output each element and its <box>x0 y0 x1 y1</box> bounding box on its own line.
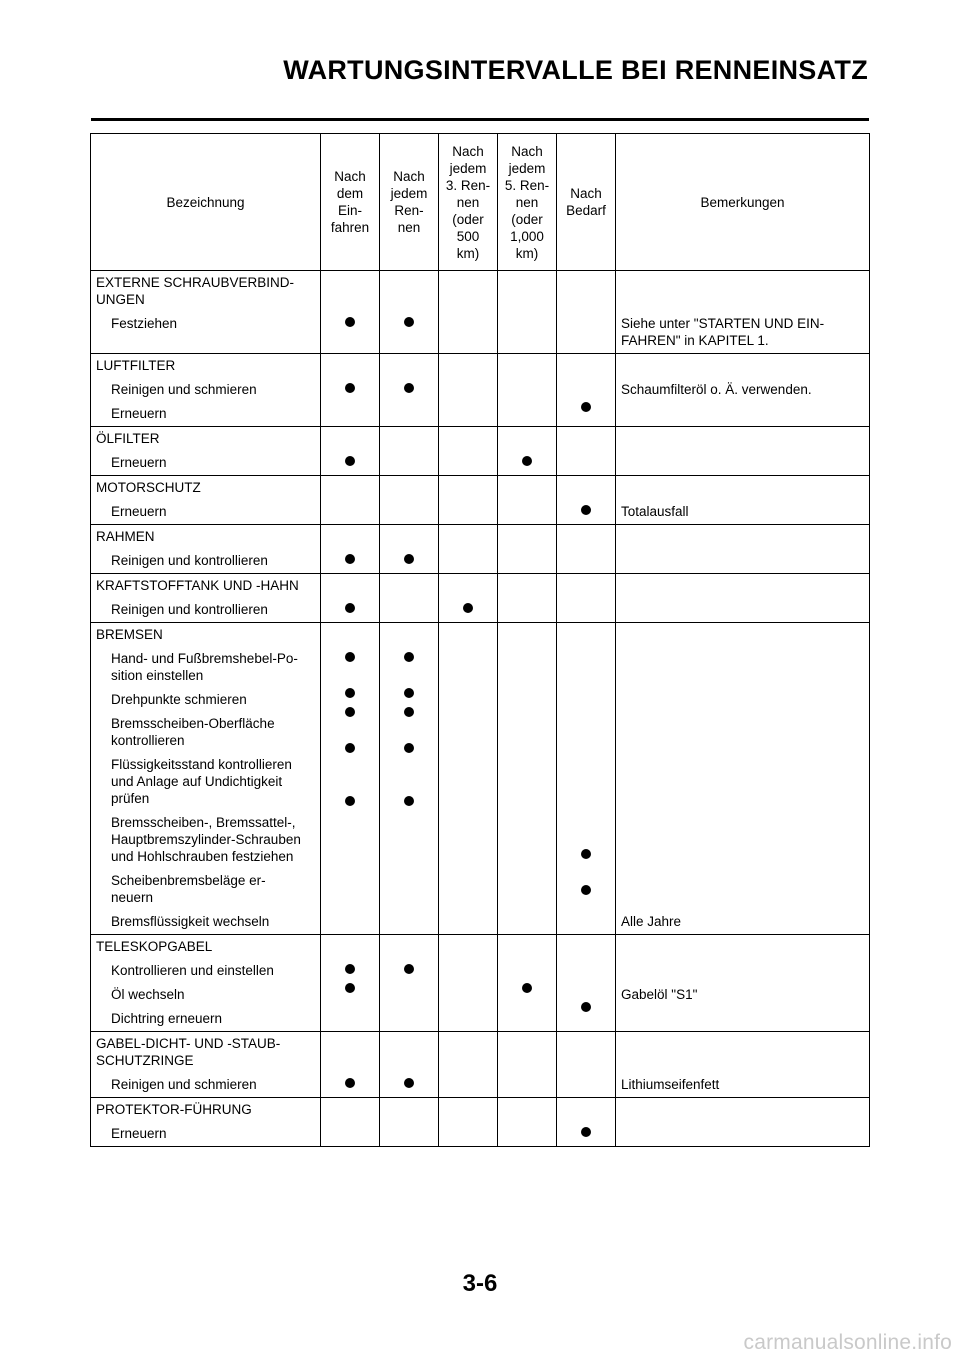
interval-cell <box>498 623 557 935</box>
section-row <box>91 354 870 427</box>
header-every-5-races <box>498 134 557 271</box>
interval-dot-icon <box>345 1078 355 1088</box>
interval-cell <box>380 623 439 935</box>
section-title: TELESKOPGABEL <box>96 939 213 954</box>
page-title: WARTUNGSINTERVALLE BEI RENNEINSATZ <box>283 55 868 85</box>
header-after-break-in <box>321 134 380 271</box>
interval-dot-icon <box>345 554 355 564</box>
item-label <box>91 712 320 753</box>
header-text-line: Nach <box>393 169 425 184</box>
interval-cell <box>321 623 380 935</box>
interval-cell <box>498 1032 557 1098</box>
section-title: GABEL-DICHT- UND -STAUB- <box>96 1036 281 1051</box>
item-label-line: Öl wechseln <box>111 987 185 1002</box>
item-label <box>91 1073 320 1097</box>
item-label <box>91 1122 320 1146</box>
interval-cell <box>380 271 439 354</box>
item-label-line: Kontrollieren und einstellen <box>111 963 274 978</box>
item-label-line: Reinigen und kontrollieren <box>111 553 268 568</box>
interval-cell <box>380 574 439 623</box>
header-text-line: nen <box>456 194 480 210</box>
header-text-line: Nach <box>452 143 484 159</box>
interval-cell <box>321 427 380 476</box>
header-text-line: (oder <box>452 211 484 227</box>
interval-dot-icon <box>345 796 355 806</box>
interval-dot-icon <box>345 383 355 393</box>
interval-dot-icon <box>345 603 355 613</box>
interval-cell <box>498 574 557 623</box>
interval-cell <box>321 525 380 574</box>
item-cell <box>91 935 321 1032</box>
title-divider <box>91 118 869 121</box>
interval-dot-icon <box>345 964 355 974</box>
interval-dot-icon <box>345 743 355 753</box>
interval-dot-icon <box>404 652 414 662</box>
item-label-line: Hauptbremszylinder-Schrauben <box>111 832 301 847</box>
interval-dot-icon <box>345 317 355 327</box>
item-label <box>91 811 320 869</box>
header-text-line: Nach <box>511 143 543 159</box>
item-label <box>91 312 320 353</box>
section-title: ÖLFILTER <box>96 431 160 446</box>
interval-cell <box>498 354 557 427</box>
item-label <box>91 910 320 934</box>
page-number: 3-6 <box>462 1270 498 1297</box>
section-title: EXTERNE SCHRAUBVERBIND- <box>96 275 295 290</box>
header-text-line: nen <box>397 220 421 235</box>
header-text-line: km) <box>456 245 480 261</box>
item-cell <box>91 427 321 476</box>
item-label-line: Drehpunkte schmieren <box>111 692 247 707</box>
remarks-cell <box>616 271 870 354</box>
item-label <box>91 983 320 1007</box>
header-designation <box>91 134 321 271</box>
remarks-cell <box>616 574 870 623</box>
item-label-line: und Anlage auf Undichtigkeit <box>111 774 283 789</box>
header-text-line: Ren- <box>394 203 424 218</box>
header-text-line: nen <box>515 194 539 210</box>
interval-dot-icon <box>404 688 414 698</box>
section-row <box>91 1032 870 1098</box>
item-label-line: Bremsflüssigkeit wechseln <box>111 914 270 929</box>
interval-cell <box>439 935 498 1032</box>
interval-dot-icon <box>345 456 355 466</box>
interval-dot-icon <box>345 707 355 717</box>
interval-dot-icon <box>345 688 355 698</box>
section-title: PROTEKTOR-FÜHRUNG <box>96 1102 252 1117</box>
item-label-line: Scheibenbremsbeläge er- <box>111 873 266 888</box>
section-title: LUFTFILTER <box>96 358 176 373</box>
interval-cell <box>498 935 557 1032</box>
section-title: KRAFTSTOFFTANK UND -HAHN <box>96 578 299 593</box>
item-label <box>91 869 320 910</box>
item-label <box>91 549 320 573</box>
header-text-line: Bemerkungen <box>700 194 785 210</box>
interval-cell <box>380 427 439 476</box>
interval-cell <box>380 1098 439 1147</box>
item-label-line: Bremsscheiben-, Bremssattel-, <box>111 815 296 830</box>
interval-cell <box>439 476 498 525</box>
section-row <box>91 935 870 1032</box>
item-cell <box>91 1098 321 1147</box>
section-title: BREMSEN <box>96 627 163 642</box>
remarks-cell <box>616 525 870 574</box>
item-cell <box>91 525 321 574</box>
item-label-line: Dichtring erneuern <box>111 1011 223 1026</box>
item-label-line: Flüssigkeitsstand kontrollieren <box>111 757 292 772</box>
item-label-line: und Hohlschrauben festziehen <box>111 849 294 864</box>
header-text-line: km) <box>515 245 539 261</box>
item-label-line: Reinigen und schmieren <box>111 382 257 397</box>
interval-cell <box>321 935 380 1032</box>
interval-cell <box>380 935 439 1032</box>
remark-text: Lithiumseifenfett <box>621 1077 720 1092</box>
header-remarks <box>616 134 870 271</box>
table-header-row <box>91 134 870 271</box>
interval-dot-icon <box>522 456 532 466</box>
remarks-cell <box>616 1098 870 1147</box>
item-label <box>91 451 320 475</box>
interval-dot-icon <box>404 554 414 564</box>
section-title: RAHMEN <box>96 529 155 544</box>
remark-text: Schaumfilteröl o. Ä. verwenden. <box>621 382 812 397</box>
section-title: MOTORSCHUTZ <box>96 480 201 495</box>
item-label-line: Erneuern <box>111 504 167 519</box>
interval-dot-icon <box>404 707 414 717</box>
section-row <box>91 623 870 935</box>
interval-cell <box>557 574 616 623</box>
interval-cell <box>380 354 439 427</box>
section-title: SCHUTZRINGE <box>96 1053 194 1068</box>
remarks-cell <box>616 354 870 427</box>
item-cell <box>91 476 321 525</box>
interval-dot-icon <box>404 1078 414 1088</box>
interval-cell <box>498 271 557 354</box>
interval-cell <box>498 427 557 476</box>
item-cell <box>91 271 321 354</box>
header-text-line: Nach <box>334 169 366 184</box>
interval-cell <box>498 525 557 574</box>
interval-cell <box>557 935 616 1032</box>
interval-cell <box>321 476 380 525</box>
interval-cell <box>380 1032 439 1098</box>
interval-dot-icon <box>404 383 414 393</box>
item-label <box>91 753 320 811</box>
item-label <box>91 378 320 402</box>
item-label <box>91 959 320 983</box>
interval-dot-icon <box>404 796 414 806</box>
interval-cell <box>557 623 616 935</box>
interval-cell <box>557 427 616 476</box>
header-text-line: Bedarf <box>566 203 606 218</box>
remarks-cell <box>616 623 870 935</box>
interval-cell <box>439 271 498 354</box>
interval-cell <box>321 574 380 623</box>
remark-text: Totalausfall <box>621 504 689 519</box>
interval-dot-icon <box>581 1002 591 1012</box>
item-label-line: Erneuern <box>111 455 167 470</box>
interval-cell <box>439 1032 498 1098</box>
interval-cell <box>439 525 498 574</box>
interval-cell <box>439 1098 498 1147</box>
interval-dot-icon <box>581 402 591 412</box>
remark-text: Siehe unter "STARTEN UND EIN- <box>621 316 825 331</box>
header-text-line: dem <box>336 186 364 201</box>
item-label <box>91 500 320 524</box>
interval-cell <box>557 525 616 574</box>
header-text-line: fahren <box>330 220 370 235</box>
header-as-required <box>557 134 616 271</box>
item-label-line: neuern <box>111 890 154 905</box>
interval-dot-icon <box>463 603 473 613</box>
header-text-line: jedem <box>449 160 487 176</box>
remarks-cell <box>616 935 870 1032</box>
header-text-line: Bezeichnung <box>166 194 245 210</box>
header-text-line: jedem <box>390 186 428 201</box>
section-row <box>91 574 870 623</box>
section-row <box>91 1098 870 1147</box>
header-text-line: 1,000 <box>510 228 544 244</box>
section-row <box>91 525 870 574</box>
interval-dot-icon <box>581 849 591 859</box>
header-text-line: Nach <box>570 186 602 201</box>
item-cell <box>91 354 321 427</box>
item-label-line: Reinigen und schmieren <box>111 1077 257 1092</box>
item-label <box>91 688 320 712</box>
item-label-line: kontrollieren <box>111 733 185 748</box>
item-label-line: Erneuern <box>111 1126 167 1141</box>
section-row <box>91 271 870 354</box>
interval-cell <box>557 271 616 354</box>
header-text-line: 500 <box>456 228 480 244</box>
watermark: carmanualsonline.info <box>743 1331 952 1354</box>
remark-text: Gabelöl "S1" <box>621 987 698 1002</box>
interval-cell <box>557 1098 616 1147</box>
interval-cell <box>380 476 439 525</box>
interval-cell <box>439 354 498 427</box>
remarks-cell <box>616 427 870 476</box>
section-row <box>91 427 870 476</box>
section-row <box>91 476 870 525</box>
item-label <box>91 1007 320 1031</box>
interval-cell <box>557 476 616 525</box>
item-label-line: Reinigen und kontrollieren <box>111 602 268 617</box>
item-label-line: sition einstellen <box>111 668 204 683</box>
item-cell <box>91 574 321 623</box>
interval-dot-icon <box>581 505 591 515</box>
interval-dot-icon <box>581 885 591 895</box>
interval-cell <box>380 525 439 574</box>
header-text-line: (oder <box>511 211 543 227</box>
interval-cell <box>321 1032 380 1098</box>
item-label <box>91 598 320 622</box>
item-label-line: Bremsscheiben-Oberfläche <box>111 716 275 731</box>
item-label-line: prüfen <box>111 791 150 806</box>
header-text-line: 3. Ren- <box>445 177 491 193</box>
header-text-line: 5. Ren- <box>504 177 550 193</box>
interval-dot-icon <box>404 743 414 753</box>
item-label <box>91 402 320 426</box>
header-text-line: jedem <box>508 160 546 176</box>
interval-dot-icon <box>404 317 414 327</box>
interval-cell <box>557 354 616 427</box>
remarks-cell <box>616 1032 870 1098</box>
interval-dot-icon <box>522 983 532 993</box>
section-title: UNGEN <box>96 292 145 307</box>
header-every-race <box>380 134 439 271</box>
item-cell <box>91 623 321 935</box>
item-cell <box>91 1032 321 1098</box>
item-label <box>91 647 320 688</box>
interval-cell <box>439 623 498 935</box>
interval-dot-icon <box>404 964 414 974</box>
item-label-line: Hand- und Fußbremshebel-Po- <box>111 651 298 666</box>
interval-cell <box>498 1098 557 1147</box>
remark-text: FAHREN" in KAPITEL 1. <box>621 333 769 348</box>
maintenance-table <box>90 133 870 1147</box>
item-label-line: Erneuern <box>111 406 167 421</box>
interval-dot-icon <box>345 652 355 662</box>
interval-cell <box>321 1098 380 1147</box>
interval-cell <box>321 354 380 427</box>
interval-cell <box>498 476 557 525</box>
interval-cell <box>557 1032 616 1098</box>
interval-dot-icon <box>345 983 355 993</box>
interval-cell <box>439 427 498 476</box>
interval-cell <box>439 574 498 623</box>
remark-text: Alle Jahre <box>621 914 682 929</box>
item-label-line: Festziehen <box>111 316 178 331</box>
interval-cell <box>321 271 380 354</box>
remarks-cell <box>616 476 870 525</box>
interval-dot-icon <box>581 1127 591 1137</box>
header-text-line: Ein- <box>337 203 362 218</box>
header-every-3-races <box>439 134 498 271</box>
